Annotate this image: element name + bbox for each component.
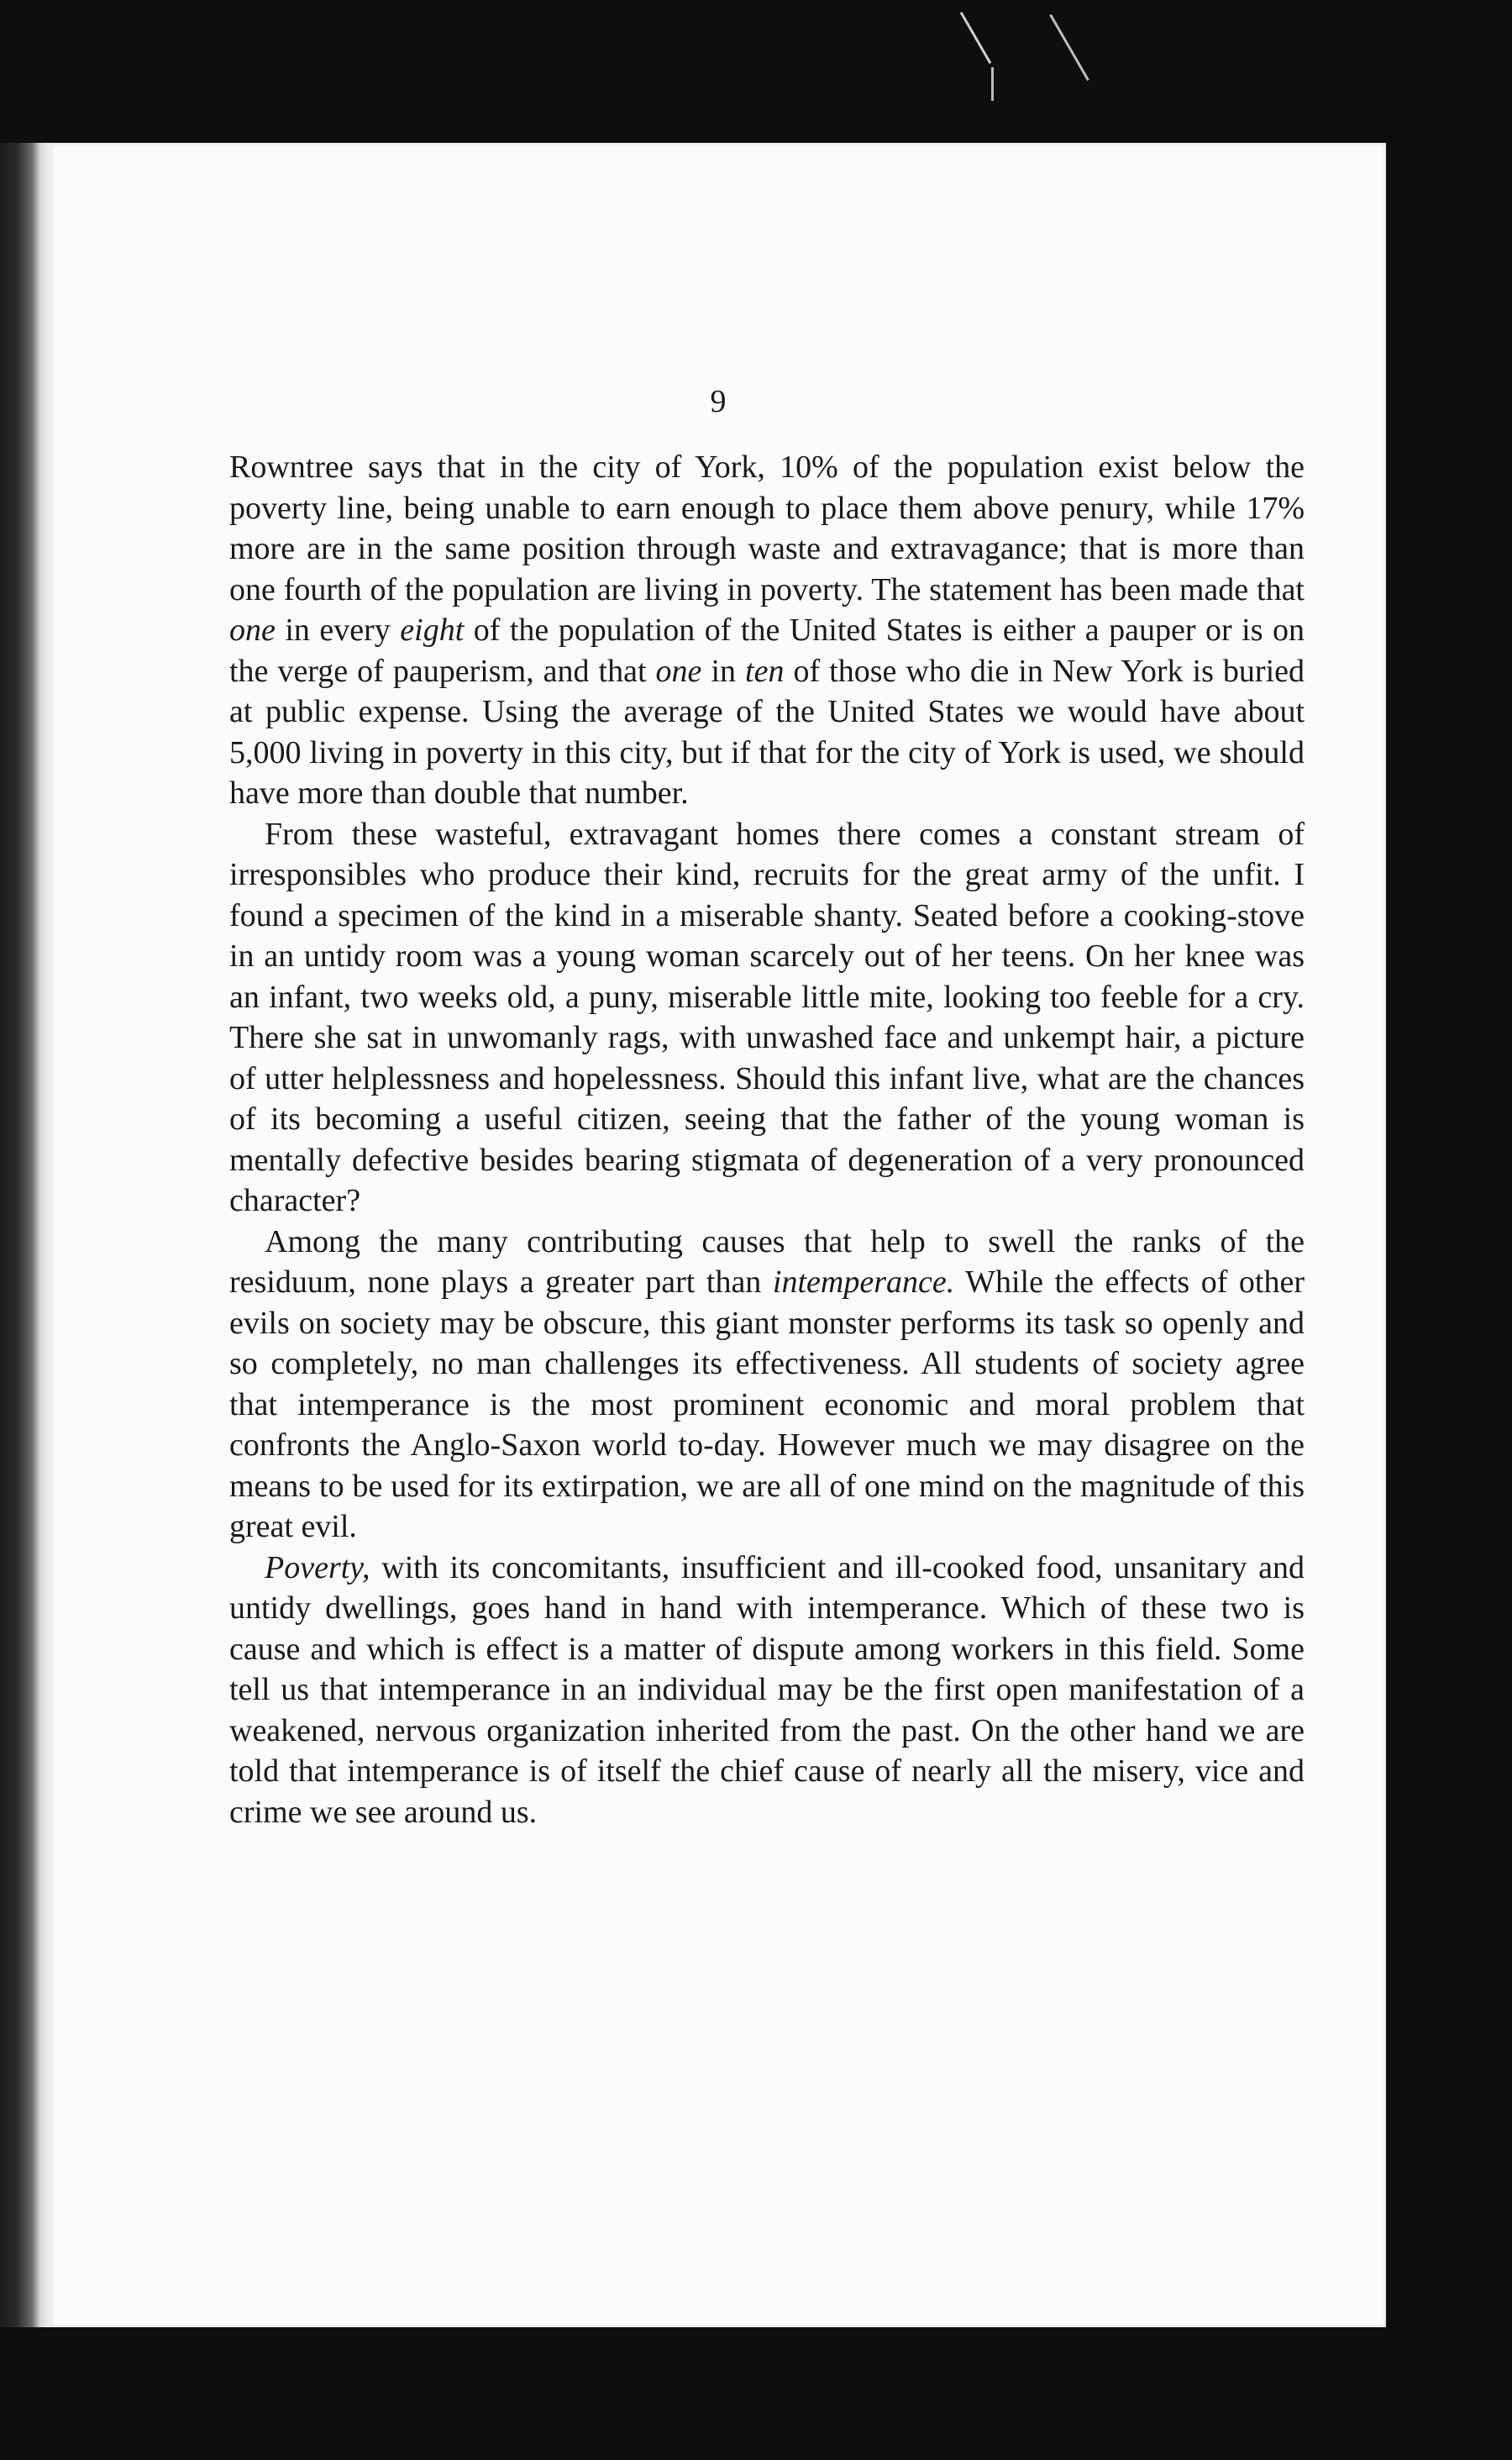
italic-text: one	[229, 612, 276, 648]
paragraph	[229, 1548, 1305, 1833]
text-run: of those who die in New York is buried at public expense. Using the average of the United States we would have about 5,000 living in poverty in this city, but if that for the city of York is used, we should have more than double that number.	[229, 653, 1305, 811]
text-run: While the effects of other evils on society may be obscure, this giant monster performs its task so openly and so completely, no man challenges its effectiveness. All students of society agree that intemperance is the most prominent economic and moral problem that confronts the Anglo-Saxon world to-day. However much we may disagree on the means to be used for its extirpation, we are all of one mind on the magnitude of this great evil.	[229, 1264, 1305, 1544]
text-run: Rowntree says that in the city of York, 10% of the population exist below the poverty line, being unable to earn enough to place them above penury, while 17% more are in the same position through waste and extravagance; that is more than one fourth of the population are living in poverty. The statement has been made that	[229, 449, 1305, 607]
paragraph	[229, 1222, 1305, 1548]
italic-text: one	[655, 653, 702, 689]
paragraph	[229, 814, 1305, 1222]
italic-text: ten	[745, 653, 785, 689]
text-run: in	[701, 653, 746, 689]
text-run: in every	[275, 612, 401, 648]
text-run: Among the many contributing causes that help to swell the ranks of the residuum, none plays a greater part than	[229, 1223, 1305, 1300]
italic-text: Poverty,	[265, 1549, 370, 1585]
italic-text: intemperance.	[772, 1264, 955, 1300]
paragraph	[229, 447, 1305, 814]
book-page	[50, 143, 1386, 2327]
text-run: From these wasteful, extravagant homes there comes a constant stream of irresponsibles who produce their kind, recruits for the great army of the unfit. I found a specimen of the kind in a miserable shanty. Seated before a cooking-stove in an untidy room was a young woman scarcely out of her teens. On her knee was an infant, two weeks old, a puny, miserable little mite, looking too feeble for a cry. There she sat in unwomanly rags, with unwashed face and unkempt hair, a picture of utter helplessness and hopelessness. Should this infant live, what are the chances of its becoming a useful citizen, seeing that the father of the young woman is mentally defective besides bearing stigmata of degeneration of a very pronounced character?	[229, 816, 1305, 1218]
italic-text: eight	[400, 612, 465, 648]
page-number: 9	[710, 384, 727, 419]
text-run: with its concomitants, insufficient and ill-cooked food, unsanitary and untidy dwellings, goes hand in hand with intemperance. Which of these two is cause and which is effect is a matter of dispute among workers in this field. Some tell us that intemperance in an individual may be the first open manifestation of a weakened, nervous organization inherited from the past. On the other hand we are told that intemperance is of itself the chief cause of nearly all the misery, vice and crime we see around us.	[229, 1549, 1305, 1830]
body-text	[229, 447, 1305, 1832]
text-run: of the population of the United States is either a pauper or is on the verge of pauperism, and that	[229, 612, 1305, 689]
adjacent-page-edge	[0, 143, 50, 2327]
scan-artifact-mark	[991, 67, 994, 101]
